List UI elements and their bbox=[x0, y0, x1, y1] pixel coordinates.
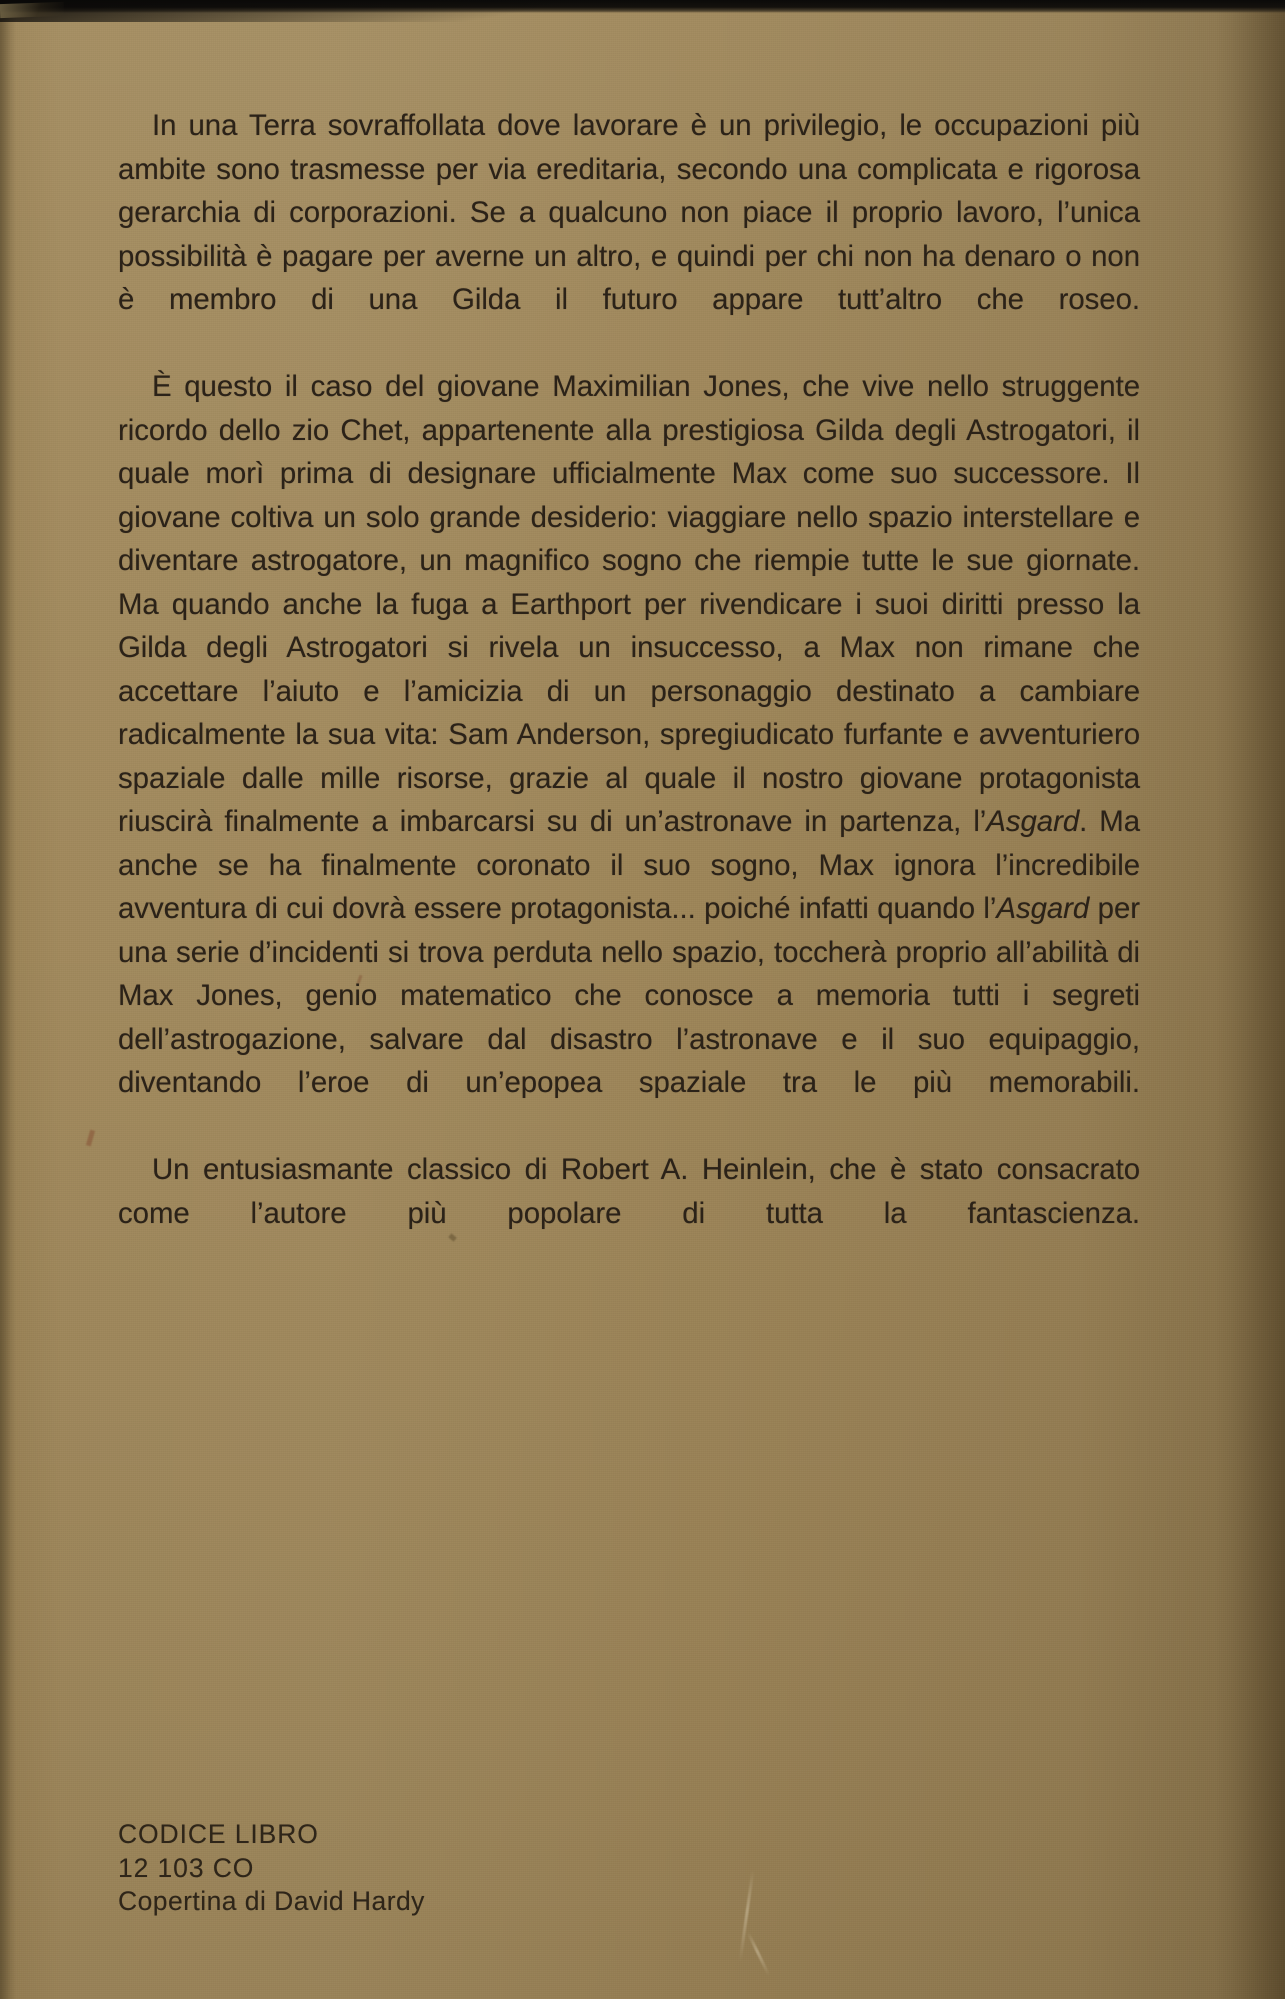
book-code-number: 12 103 CO bbox=[118, 1852, 255, 1883]
right-edge-shadow bbox=[1215, 0, 1285, 1999]
paper-crease-mark-secondary bbox=[747, 1932, 771, 1976]
left-edge-shadow bbox=[0, 0, 16, 1999]
scan-top-edge-slope bbox=[0, 0, 1285, 22]
paper-crease-mark bbox=[739, 1870, 755, 1962]
colophon-block bbox=[118, 1818, 425, 1919]
blurb-paragraph-3: Un entusiasmante classico di Robert A. Heinlein, che è stato consacrato come l’autore più popolare di tutta la fantascienza. bbox=[118, 1153, 1140, 1230]
cover-artist-credit: Copertina di David Hardy bbox=[118, 1886, 425, 1916]
back-cover-blurb bbox=[118, 104, 1140, 1279]
cover-corner-nick bbox=[0, 2, 64, 18]
book-code-label: CODICE LIBRO bbox=[118, 1819, 319, 1849]
blurb-paragraph-2: È questo il caso del giovane Maximilian Jones, che vive nello struggente ricordo dello zio Chet, appartenente alla prestigiosa Gilda degli Astrogatori, il quale morì prima di designare ufficialmente Max come suo successore. Il giovane coltiva un solo grande desiderio: viaggiare nello spazio interstellare e diventare astrogatore, un magnifico sogno che riempie tutte le sue giornate. Ma quando anche la fuga a Earthport per rivendicare i suoi diritti presso la Gilda degli Astrogatori si rivela un insuccesso, a Max non rimane che accettare l’aiuto e l’amicizia di un personaggio destinato a cambiare radicalmente la sua vita: Sam Anderson, spregiudicato furfante e avventuriero spaziale dalle mille risorse, grazie al quale il nostro giovane protagonista riuscirà finalmente a imbarcarsi su di un’astronave in partenza, l’Asgard. Ma anche se ha finalmente coronato il suo sogno, Max ignora l’incredibile avventura di cui dovrà essere protagonista... poiché infatti quando l’Asgard per una serie d’incidenti si trova perduta nello spazio, toccherà proprio all’abilità di Max Jones, genio matematico che conosce a memoria tutti i segreti dell’astrogazione, salvare dal disastro l’astronave e il suo equipaggio, diventando l’eroe di un’epopea spaziale tra le più memorabili. bbox=[118, 370, 1141, 1099]
paper-speck bbox=[86, 1130, 95, 1147]
blurb-paragraph-1: In una Terra sovraffollata dove lavorare è un privilegio, le occupazioni più ambite sono trasmesse per via ereditaria, secondo una complicata e rigorosa gerarchia di corporazioni. Se a qualcuno non piace il proprio lavoro, l’unica possibilità è pagare per averne un altro, e quindi per chi non ha denaro o non è membro di una Gilda il futuro appare tutt’altro che roseo. bbox=[118, 109, 1140, 316]
ship-name-italic: Asgard bbox=[996, 892, 1090, 925]
ship-name-italic: Asgard bbox=[986, 805, 1080, 838]
